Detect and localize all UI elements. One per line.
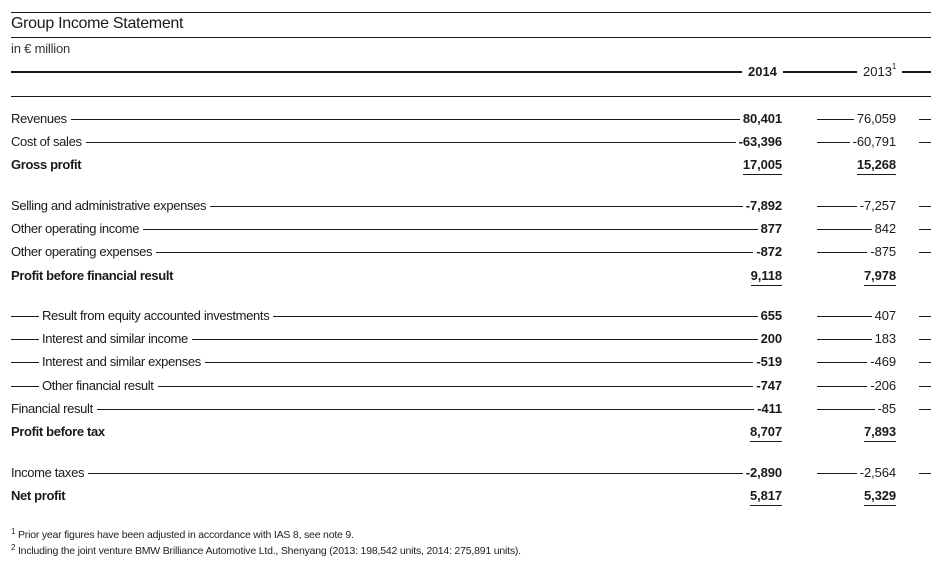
dot-leader [919,206,931,207]
value-2014: 655 [760,308,782,323]
dot-leader [919,119,931,120]
row-label: Financial result [11,401,93,416]
table-row [0,377,949,395]
dot-leader [817,119,854,120]
dot-leader [97,409,754,410]
value-2013: -2,564 [859,465,896,480]
value-2013: 183 [874,331,896,346]
dot-leader [817,386,867,387]
top-rule [11,12,931,13]
value-2014: 17,005 [712,156,782,174]
title-rule [11,37,931,38]
value-2014: -2,890 [745,465,782,480]
column-2014-header: 2014 [742,64,783,79]
table-row [0,330,949,348]
dot-leader [817,362,867,363]
value-2014: 5,817 [712,487,782,505]
value-2013: 407 [874,308,896,323]
row-label: Other operating expenses [11,244,153,259]
table-row [0,243,949,261]
footnote-1: $^1$ Prior year figures have been adjusted in accordance with IAS 8, see note 9. [11,527,354,541]
dot-leader [817,316,872,317]
row-label: Revenues [11,111,67,126]
dot-leader [817,252,867,253]
table-row [0,487,949,505]
header-rule [11,71,931,73]
value-2014: -519 [756,354,782,369]
value-2014: -63,396 [738,134,782,149]
dot-leader [210,206,743,207]
statement-title: Group Income Statement [11,15,184,32]
value-2014: -411 [757,401,782,416]
value-2013: 5,329 [826,487,896,505]
row-label: Net profit [11,488,66,503]
header-bottom-rule [11,96,931,97]
value-2013: 7,893 [826,423,896,441]
table-row [0,133,949,151]
dot-leader [919,339,931,340]
dot-leader [919,362,931,363]
dot-leader [88,473,743,474]
value-2013: -60,791 [852,134,896,149]
row-label: Interest and similar expenses [42,354,201,369]
value-2013: -469 [870,354,896,369]
row-label: Income taxes [11,465,85,480]
dot-leader [817,229,872,230]
row-label: Cost of sales [11,134,82,149]
table-row [0,156,949,174]
dot-leader [919,386,931,387]
value-2014: -872 [756,244,782,259]
value-2013: 7,978 [826,267,896,285]
table-row [0,423,949,441]
dot-leader [919,142,931,143]
table-row [0,267,949,285]
value-2014: 877 [760,221,782,236]
row-label: Other financial result [42,378,154,393]
value-2014: 80,401 [742,111,782,126]
value-2013: -7,257 [859,198,896,213]
value-2014: 8,707 [712,423,782,441]
value-2014: -7,892 [745,198,782,213]
unit-label: in € million [11,41,71,56]
table-row [0,464,949,482]
dot-leader [919,252,931,253]
table-row [0,110,949,128]
indent-leader [11,339,39,340]
table-row [0,353,949,371]
row-label: Result from equity accounted investments [42,308,270,323]
row-label: Profit before tax [11,424,105,439]
dot-leader [143,229,757,230]
column-2013-header: 2013$^1$ [857,64,902,79]
indent-leader [11,362,39,363]
footnote-2: $^2$ Including the joint venture BMW Brilliance Automotive Ltd., Shenyang (2013: 198,542 units, 2014: 275,891 units). [11,543,521,557]
dot-leader [919,409,931,410]
table-row [0,197,949,215]
dot-leader [205,362,753,363]
value-2013: 15,268 [826,156,896,174]
indent-leader [11,316,39,317]
row-label: Gross profit [11,157,82,172]
dot-leader [86,142,736,143]
row-label: Interest and similar income [42,331,188,346]
value-2013: -875 [870,244,896,259]
row-label: Profit before financial result [11,268,174,283]
table-row [0,307,949,325]
dot-leader [817,206,857,207]
row-label: Other operating income [11,221,140,236]
dot-leader [158,386,754,387]
dot-leader [192,339,758,340]
table-row [0,220,949,238]
value-2014: 200 [760,331,782,346]
dot-leader [919,229,931,230]
row-label: Selling and administrative expenses [11,198,207,213]
table-row [0,400,949,418]
value-2014: 9,118 [712,267,782,285]
dot-leader [156,252,753,253]
indent-leader [11,386,39,387]
value-2013: -206 [870,378,896,393]
value-2013: 842 [874,221,896,236]
value-2014: -747 [756,378,782,393]
dot-leader [273,316,757,317]
dot-leader [71,119,740,120]
dot-leader [817,142,850,143]
value-2013: 76,059 [856,111,896,126]
dot-leader [919,316,931,317]
dot-leader [817,409,875,410]
value-2013: -85 [877,401,896,416]
dot-leader [817,473,857,474]
dot-leader [817,339,872,340]
dot-leader [919,473,931,474]
